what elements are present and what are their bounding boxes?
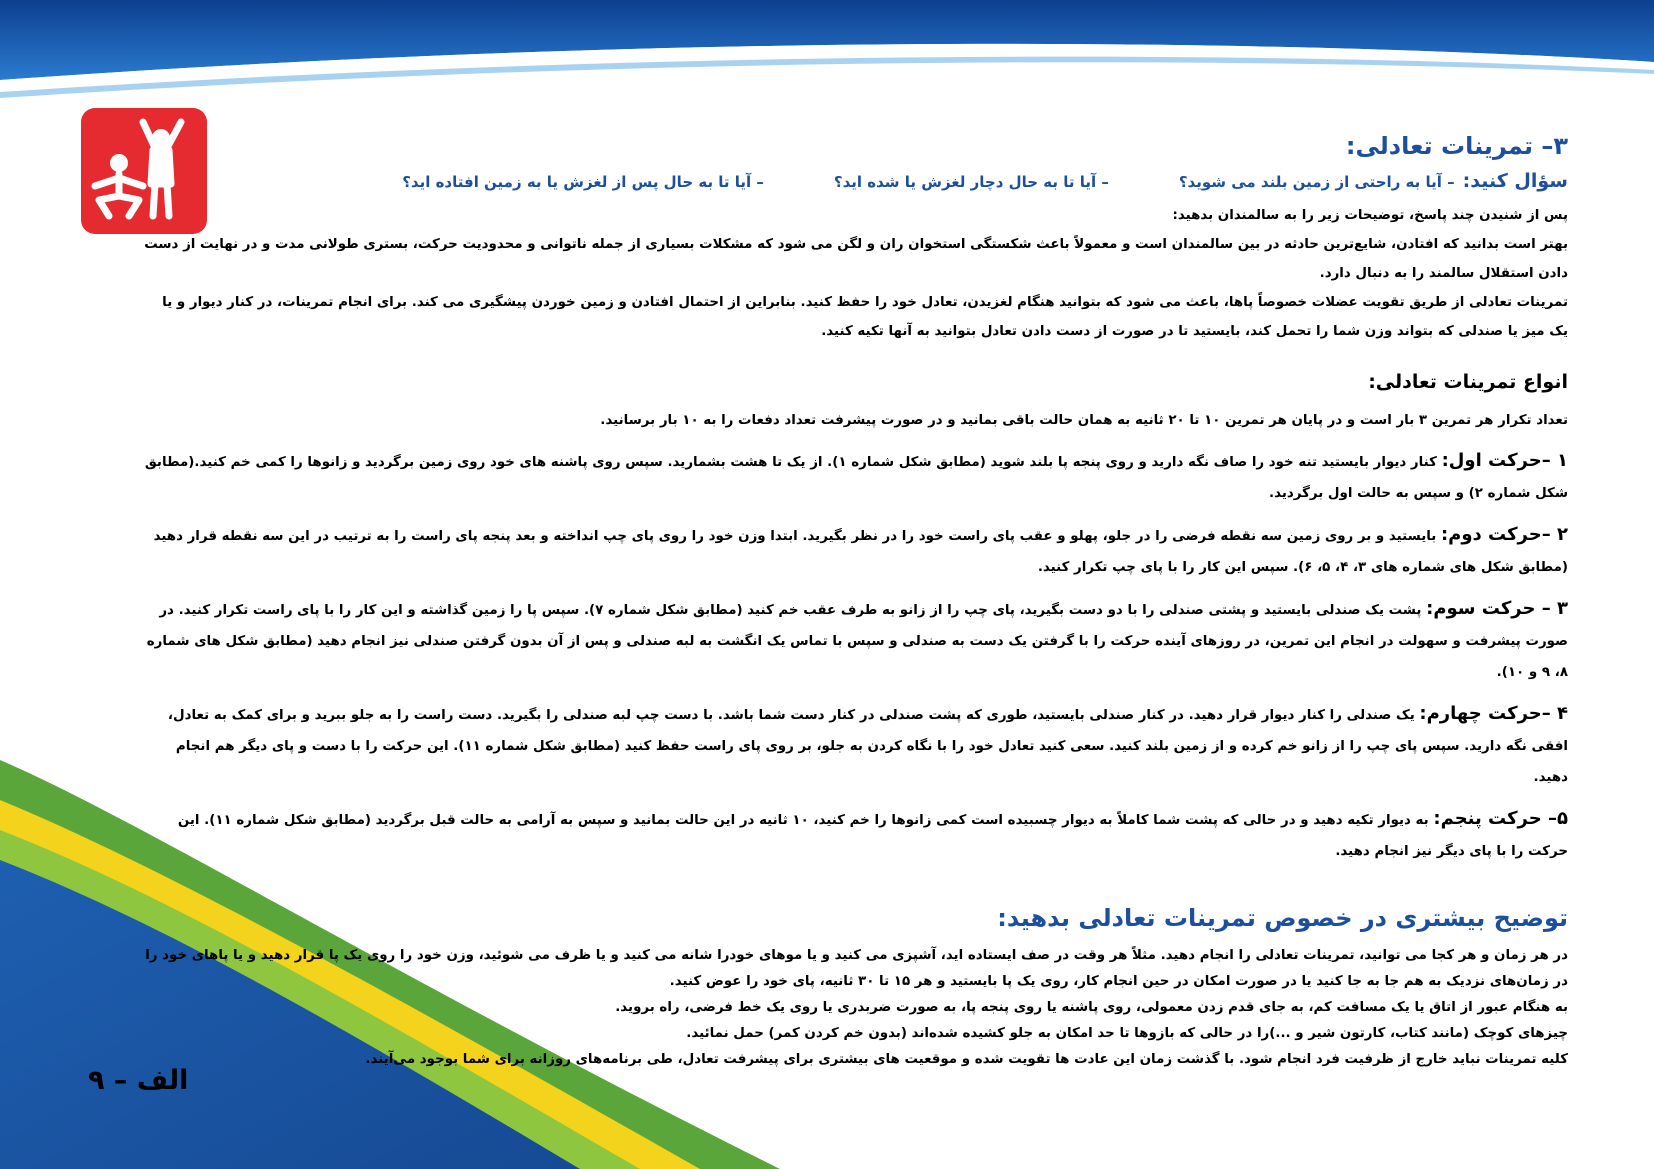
- more-paragraph-1: در هر زمان و هر کجا می توانید، تمرینات تعادلی را انجام دهید. مثلاً هر وقت در صف ایستاده اید، آشپزی می کنید و یا موهای خودرا شانه می کنید و یا ظرف می شوئید، وزن خود را روی یک پا قرار دهید و یا پاهای خود را در زمان‌های نزدیک به هم جا به جا کنید یا در صورت امکان در حین انجام کار، روی یک پا بایستید و هر ۱۵ تا ۳۰ ثانیه، پای خود را عوض کنید.: [145, 948, 1568, 989]
- paragraph-falls: بهتر است بدانید که افتادن، شایع‌ترین حادثه در بین سالمندان است و معمولاً باعث شکستگی استخوان ران و لگن می شود که مشکلات بسیاری از جمله ناتوانی و محدودیت حرکت، بستری طولانی مدت و در نهایت از دست دادن استقلال سالمند را به دنبال دارد.: [144, 237, 1568, 281]
- question-label: سؤال کنید:: [1462, 170, 1568, 192]
- paragraph-balance: تمرینات تعادلی از طریق تقویت عضلات خصوصاً پاها، باعث می شود که بتوانید هنگام لغزیدن، تعادل خود را حفظ کنید. بنابراین از احتمال افتادن و زمین خوردن پیشگیری می کند. برای انجام تمرینات، در کنار دیوار و یا یک میز یا صندلی که بتواند وزن شما را تحمل کند، بایستید تا در صورت از دست دادن تعادل بتوانید به آنها تکیه کنید.: [162, 295, 1568, 339]
- section-title: ۳– تمرینات تعادلی:: [1345, 132, 1568, 160]
- move-1-title: ۱ –حرکت اول:: [1441, 450, 1568, 471]
- move-4-text: یک صندلی را کنار دیوار قرار دهید. در کنار صندلی بایستید، طوری که پشت صندلی در کنار دست شما باشد. با دست چپ لبه صندلی را بگیرید. دست راست را به جلو ببرید و برای کمک به تعادل، افقی نگه دارید. سپس پای چپ را از زانو خم کرده و از زمین بلند کنید. سعی کنید تعادل خود را با نگاه کردن به جلو، بر روی پای راست حفظ کنید (مطابق شکل شماره ۱۱). این حرکت را با دست و پای دیگر هم انجام دهید.: [167, 708, 1568, 785]
- move-3-text: پشت یک صندلی بایستید و پشتی صندلی را با دو دست بگیرید، پای چپ را از زانو به طرف عقب خم کنید (مطابق شکل شماره ۷). سپس پا را زمین گذاشته و این کار را با پای راست تکرار کنید. در صورت پیشرفت و سهولت در انجام این تمرین، در روزهای آینده حرکت را با گرفتن یک دست به صندلی و سپس با تماس یک انگشت به لبه صندلی و پس از آن بدون گرفتن صندلی نیز انجام دهید (مطابق شکل های شماره ۸، ۹ و ۱۰).: [146, 603, 1568, 680]
- more-title: توضیح بیشتری در خصوص تمرینات تعادلی بدهید:: [997, 904, 1568, 932]
- more-paragraph-3: چیزهای کوچک (مانند کتاب، کارتون شیر و ...)را در حالی که بازوها تا حد امکان به جلو کشیده شده‌اند (بدون خم کردن کمر) حمل نمائید.: [686, 1026, 1568, 1041]
- main-content: [140, 128, 1568, 1073]
- question-1: – آیا به راحتی از زمین بلند می شوید؟: [1178, 173, 1455, 191]
- move-2: [140, 519, 1568, 583]
- move-4: [140, 698, 1568, 793]
- move-5: [140, 803, 1568, 867]
- types-intro: تعداد تکرار هر تمرین ۳ بار است و در پایان هر تمرین ۱۰ تا ۲۰ ثانیه به همان حالت باقی بمانید و در صورت پیشرفت تعداد دفعات را به ۱۰ بار برسانید.: [600, 413, 1568, 428]
- question-2: – آیا تا به حال دچار لغزش یا شده اید؟: [833, 173, 1109, 191]
- move-4-title: ۴ –حرکت چهارم:: [1419, 703, 1568, 724]
- intro-text: پس از شنیدن چند پاسخ، توضیحات زیر را به سالمندان بدهید:: [1172, 208, 1568, 223]
- questions-row: [140, 168, 1568, 195]
- move-5-title: ۵– حرکت پنجم:: [1433, 808, 1568, 829]
- more-paragraph-2: به هنگام عبور از اتاق یا یک مسافت کم، به جای قدم زدن معمولی، روی پاشنه یا روی پنجه پا، به صورت ضربدری یا روی یک خط فرضی، راه بروید.: [615, 1000, 1568, 1015]
- move-3: [140, 593, 1568, 688]
- move-1: [140, 445, 1568, 509]
- question-3: – آیا تا به حال پس از لغزش یا به زمین افتاده اید؟: [402, 173, 764, 191]
- types-title: انواع تمرینات تعادلی:: [1368, 371, 1568, 393]
- page-number: الف – ۹: [88, 1065, 189, 1096]
- move-3-title: ۳ – حرکت سوم:: [1426, 598, 1568, 619]
- move-1-text: کنار دیوار بایستید تنه خود را صاف نگه دارید و روی پنجه پا بلند شوید (مطابق شکل شماره ۱). از یک تا هشت بشمارید. سپس روی پاشنه های خود روی زمین برگردید و زانوها را کمی خم کنید.(مطابق شکل شماره ۲) و سپس به حالت اول برگردید.: [144, 455, 1568, 501]
- move-2-title: ۲ –حرکت دوم:: [1440, 524, 1568, 545]
- move-2-text: بایستید و بر روی زمین سه نقطه فرضی را در جلو، پهلو و عقب پای راست خود را در نظر بگیرید. ابتدا وزن خود را روی پای چپ انداخته و بعد پنجه پای راست را به ترتیب در این سه نقطه قرار دهید (مطابق شکل های شماره های ۳، ۴، ۵، ۶). سپس این کار را با پای چپ تکرار کنید.: [153, 529, 1568, 575]
- more-paragraph-4: کلیه تمرینات نباید خارج از ظرفیت فرد انجام شود. با گذشت زمان این عادت ها تقویت شده و موقعیت های بیشتری برای پیشرفت تعادل، طی برنامه‌های روزانه برای شما بوجود می‌آیند.: [365, 1052, 1568, 1067]
- move-5-text: به دیوار تکیه دهید و در حالی که پشت شما کاملاً به دیوار چسبیده است کمی زانوها را خم کنید، ۱۰ ثانیه در این حالت بمانید و سپس به آرامی به حالت قبل برگردید (مطابق شکل شماره ۱۱). این حرکت را با پای دیگر نیز انجام دهید.: [177, 813, 1568, 859]
